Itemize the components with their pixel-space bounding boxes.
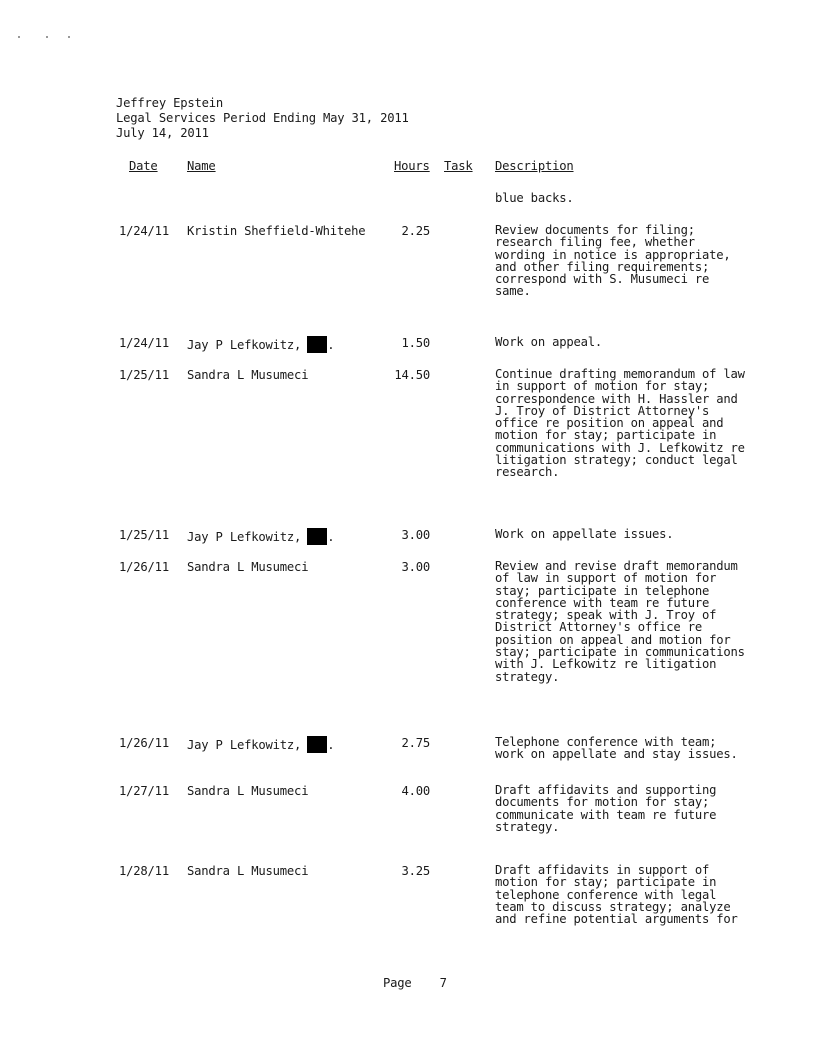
col-task: Task — [444, 159, 473, 173]
page-footer — [383, 976, 447, 990]
col-hours: Hours — [394, 159, 430, 173]
entry-description: Work on appeal. — [495, 335, 603, 349]
redaction-block — [307, 736, 327, 753]
redaction-block — [307, 528, 327, 545]
page-label: Page — [383, 976, 412, 990]
timekeeper-name: Jay P Lefkowitz, — [187, 530, 302, 544]
entry-name — [187, 528, 334, 545]
entry-date: 1/26/11 — [119, 736, 169, 750]
entry-date: 1/27/11 — [119, 784, 169, 798]
entry-date: 1/24/11 — [119, 336, 169, 350]
entry-name — [187, 736, 334, 753]
col-description: Description — [495, 159, 574, 173]
scan-dot — [46, 36, 48, 38]
redaction-trailing-dot: . — [327, 338, 335, 352]
timekeeper-name: Sandra L Musumeci — [187, 784, 309, 798]
timekeeper-name: Sandra L Musumeci — [187, 864, 309, 878]
entry-hours: 3.00 — [401, 560, 430, 574]
entry-date: 1/25/11 — [119, 528, 169, 542]
scan-artifact — [18, 36, 78, 40]
entry-hours: 2.25 — [401, 224, 430, 238]
billing-period: Legal Services Period Ending May 31, 2011 — [116, 111, 409, 125]
entry-description: Review documents for filing; research filing fee, whether wording in notice is appropriate, and other filing requirements; correspond with S. Musumeci re same. — [495, 223, 731, 299]
entry-description: Draft affidavits in support of motion for stay; participate in telephone conference with legal team to discuss strategy; analyze and refine potential arguments for — [495, 863, 738, 927]
entry-name — [187, 864, 308, 878]
entry-date: 1/26/11 — [119, 560, 169, 574]
entry-hours: 4.00 — [401, 784, 430, 798]
scan-dot — [18, 36, 20, 38]
entry-hours: 3.00 — [401, 528, 430, 542]
redaction-block — [307, 336, 327, 353]
entry-hours: 3.25 — [401, 864, 430, 878]
entry-hours: 2.75 — [401, 736, 430, 750]
entry-date: 1/24/11 — [119, 224, 169, 238]
col-name: Name — [187, 159, 216, 173]
page-number: 7 — [439, 976, 447, 990]
entry-date: 1/28/11 — [119, 864, 169, 878]
timekeeper-name: Jay P Lefkowitz, — [187, 338, 302, 352]
entry-name — [187, 336, 334, 353]
entry-description: Continue drafting memorandum of law in support of motion for stay; correspondence with H. Hassler and J. Troy of District Attorney's office re position on appeal and motion for stay; participate in communications with J. Lefkowitz re litigation strategy; conduct legal research. — [495, 367, 745, 480]
entry-date: 1/25/11 — [119, 368, 169, 382]
entry-description: Draft affidavits and supporting documents for motion for stay; communicate with team re future strategy. — [495, 783, 717, 834]
timekeeper-name: Kristin Sheffield-Whitehe — [187, 224, 366, 238]
col-date: Date — [129, 159, 158, 173]
timekeeper-name: Sandra L Musumeci — [187, 368, 309, 382]
entry-description: Telephone conference with team; work on appellate and stay issues. — [495, 735, 738, 762]
entry-name — [187, 224, 365, 238]
entry-description: Review and revise draft memorandum of law in support of motion for stay; participate in telephone conference with team re future strategy; speak with J. Troy of District Attorney's office re position on appeal and motion for stay; participate in communications with J. Lefkowitz re litigation strategy. — [495, 559, 745, 684]
redaction-trailing-dot: . — [327, 530, 335, 544]
client-name: Jeffrey Epstein — [116, 96, 224, 110]
carryover-description: blue backs. — [495, 191, 574, 205]
redaction-trailing-dot: . — [327, 738, 335, 752]
entry-name — [187, 560, 308, 574]
scan-dot — [68, 36, 70, 38]
entry-name — [187, 368, 308, 382]
entry-hours: 14.50 — [394, 368, 430, 382]
timekeeper-name: Sandra L Musumeci — [187, 560, 309, 574]
entry-description: Work on appellate issues. — [495, 527, 674, 541]
timekeeper-name: Jay P Lefkowitz, — [187, 738, 302, 752]
invoice-date: July 14, 2011 — [116, 126, 209, 140]
entry-name — [187, 784, 308, 798]
entry-hours: 1.50 — [401, 336, 430, 350]
